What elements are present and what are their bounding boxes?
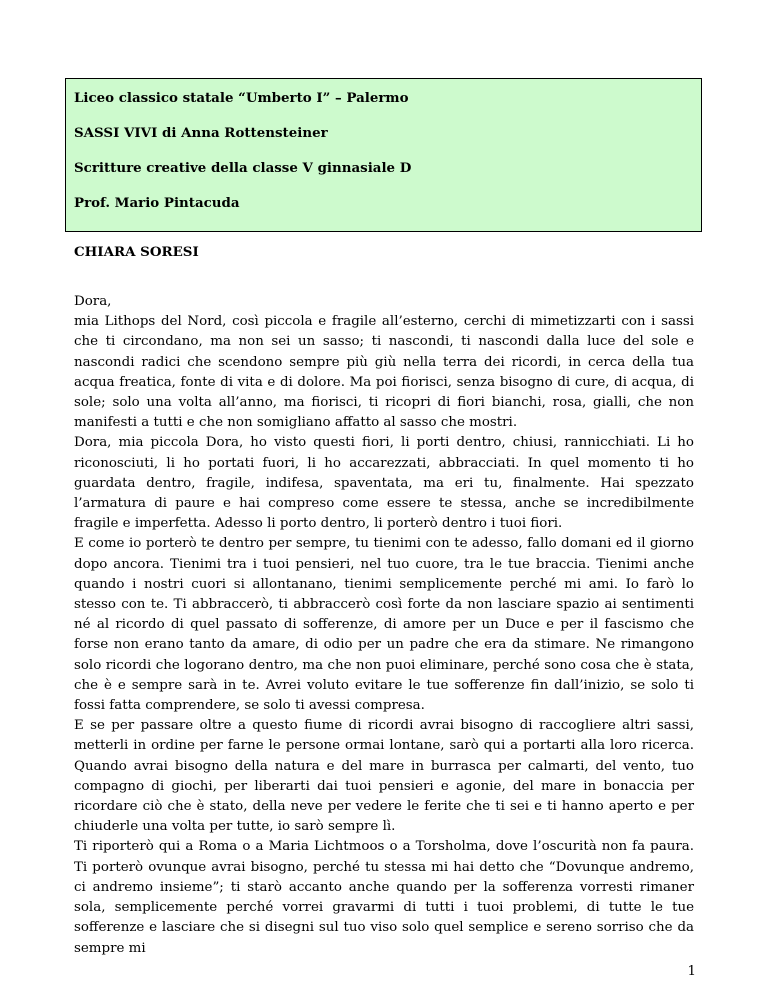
school-name: Liceo classico statale “Umberto I” – Palermo xyxy=(74,90,409,106)
author-name: CHIARA SORESI xyxy=(74,244,199,260)
paragraph: Dora, mia piccola Dora, ho visto questi fiori, li porti dentro, chiusi, rannicchiati. Li ho riconosciuti, li ho portati fuori, li ho accarezzati, abbracciati. In quel momento ti ho guardata dentro, fragile, indifesa, spaventata, ma eri tu, finalmente. Hai spezzato l’armatura di paure e hai compreso come essere te stessa, anche se incredibilmente fragile e imperfetta. Adesso li porto dentro, li porterò dentro i tuoi fiori. xyxy=(74,435,694,532)
letter-salutation: Dora, xyxy=(74,294,112,309)
page-number: 1 xyxy=(687,964,696,979)
letter-body xyxy=(74,292,694,959)
paragraph: mia Lithops del Nord, così piccola e fragile all’esterno, cerchi di mimetizzarti con i sassi che ti circondano, ma non sei un sasso; ti nascondi, ti nascondi dalla luce del sole e nascondi radici che scendono sempre più giù nella terra dei ricordi, in cerca della tua acqua freatica, fonte di vita e di dolore. Ma poi fiorisci, senza bisogno di cure, di acqua, di sole; solo una volta all’anno, ma fiorisci, ti ricopri di fiori bianchi, rosa, gialli, che non manifesti a tutti e che non somigliano affatto al sasso che mostri. xyxy=(74,314,694,431)
teacher-name: Prof. Mario Pintacuda xyxy=(74,195,240,211)
paragraph: Ti riporterò qui a Roma o a Maria Lichtmoos o a Torsholma, dove l’oscurità non fa paura. Ti porterò ovunque avrai bisogno, perché tu stessa mi hai detto che “Dovunque andremo, ci andremo insieme”; ti starò accanto anche quando per la sofferenza vorresti rimaner sola, semplicemente perché vorrei gravarmi di tutti i tuoi problemi, di tutte le tue sofferenze e lasciare che si disegni sul tuo viso solo quel semplice e sereno sorriso che da sempre mi xyxy=(74,839,694,956)
paragraph: E come io porterò te dentro per sempre, tu tienimi con te adesso, fallo domani ed il giorno dopo ancora. Tienimi tra i tuoi pensieri, nel tuo cuore, tra le tue braccia. Tienimi anche quando i nostri cuori si allontanano, tienimi semplicemente perché mi ami. Io farò lo stesso con te. Ti abbraccerò, ti abbraccerò così forte da non lasciare spazio ai sentimenti né al ricordo di quel passato di sofferenze, di amore per un Duce e per il fascismo che forse non erano tanto da amare, di odio per un padre che era da stimare. Ne rimangono solo ricordi che logorano dentro, ma che non puoi eliminare, perché sono cosa che è stata, che è e sempre sarà in te. Avrei voluto evitare le tue sofferenze fin dall’inizio, se solo ti fossi fatta comprendere, se solo ti avessi compresa. xyxy=(74,536,694,714)
class-title: Scritture creative della classe V ginnasiale D xyxy=(74,160,412,176)
header-box xyxy=(65,78,702,232)
book-title: SASSI VIVI di Anna Rottensteiner xyxy=(74,125,328,141)
paragraph: E se per passare oltre a questo fiume di ricordi avrai bisogno di raccogliere altri sassi, metterli in ordine per farne le persone ormai lontane, sarò qui a portarti alla loro ricerca. Quando avrai bisogno della natura e del mare in burrasca per calmarti, del vento, tuo compagno di giochi, per liberarti dai tuoi pensieri e agonie, del mare in bonaccia per ricordare ciò che è stato, della neve per vedere le ferite che ti sei e ti hanno aperto e per chiuderle una volta per tutte, io sarò sempre lì. xyxy=(74,718,694,835)
